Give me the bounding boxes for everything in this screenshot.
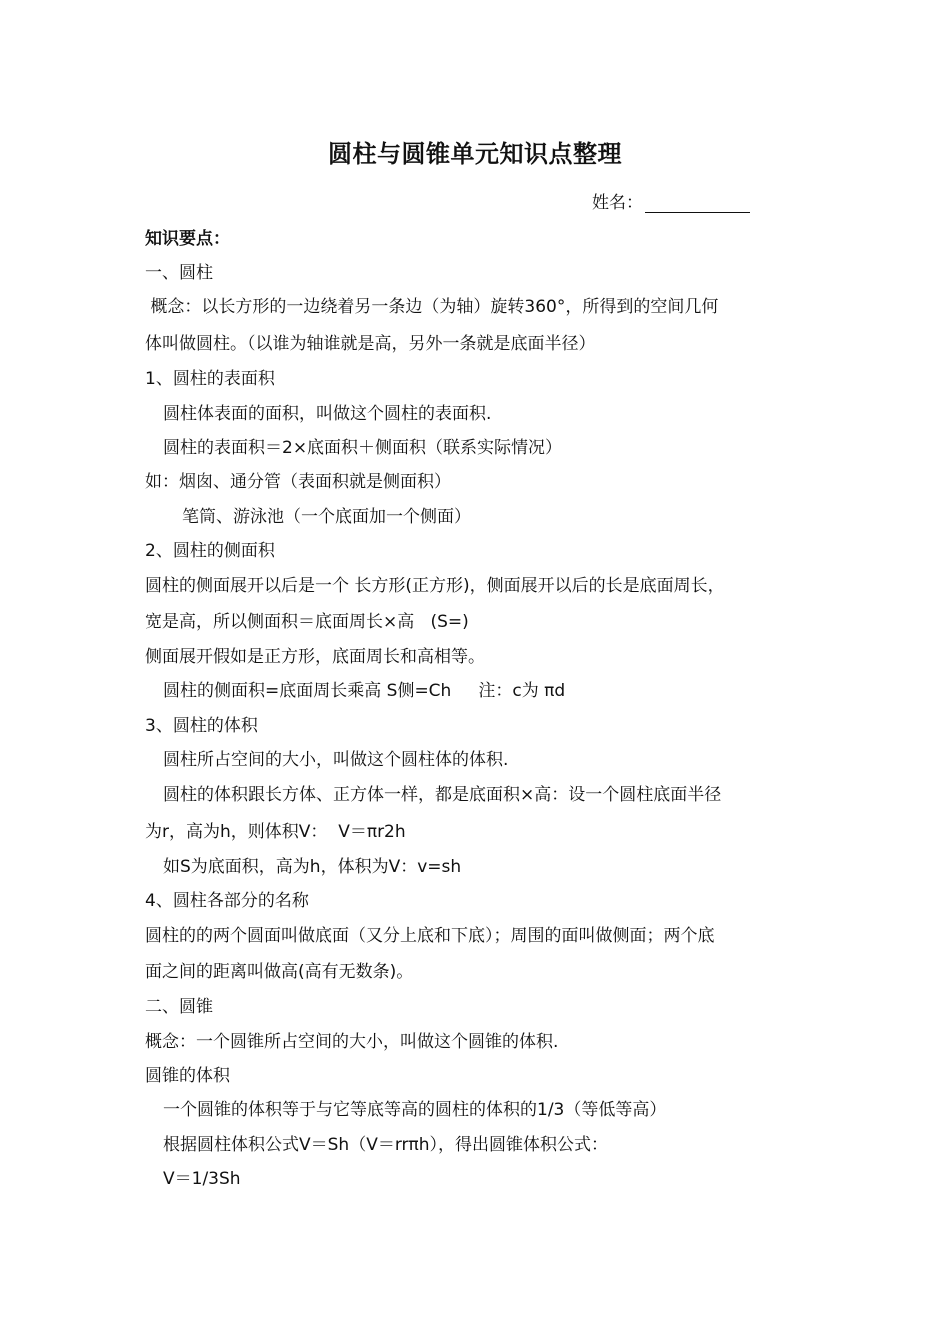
section-heading-key-points: 知识要点： (145, 229, 230, 249)
text-line: 圆柱的体积跟长方体、正方体一样，都是底面积×高：设一个圆柱底面半径 (163, 785, 722, 805)
text-line: 为r，高为h，则体积V： V＝πr2h (145, 822, 406, 842)
text-line: 圆柱的的两个圆面叫做底面（又分上底和下底）；周围的面叫做侧面；两个底 (145, 926, 715, 946)
section-heading-cylinder: 一、圆柱 (145, 263, 213, 283)
text-line: 笔筒、游泳池（一个底面加一个侧面） (182, 507, 471, 527)
subsection-heading: 2、圆柱的侧面积 (145, 541, 275, 561)
text-line: 体叫做圆柱。（以谁为轴谁就是高，另外一条就是底面半径） (145, 334, 596, 354)
text-line: 概念：一个圆锥所占空间的大小，叫做这个圆锥的体积. (145, 1032, 559, 1052)
name-field (592, 188, 750, 213)
text-line: 圆柱所占空间的大小，叫做这个圆柱体的体积. (163, 750, 509, 770)
subsection-heading: 圆锥的体积 (145, 1066, 230, 1086)
text-line: 宽是高，所以侧面积＝底面周长×高 (S=) (145, 612, 469, 632)
text-line: 圆柱的侧面展开以后是一个 长方形(正方形)，侧面展开以后的长是底面周长， (145, 576, 725, 596)
text-line: 根据圆柱体积公式V＝Sh（V＝rrπh），得出圆锥体积公式： (163, 1135, 609, 1155)
text-line: 如：烟囱、通分管（表面积就是侧面积） (145, 472, 451, 492)
page-title: 圆柱与圆锥单元知识点整理 (328, 140, 622, 168)
name-blank (645, 194, 750, 213)
text-line: 一个圆锥的体积等于与它等底等高的圆柱的体积的1/3（等低等高） (163, 1100, 667, 1120)
text-line: 如S为底面积，高为h，体积为V：v=sh (163, 857, 462, 877)
text-line: 概念：以长方形的一边绕着另一条边（为轴）旋转360°，所得到的空间几何 (145, 297, 719, 317)
text-line: 面之间的距离叫做高(高有无数条)。 (145, 962, 414, 982)
subsection-heading: 3、圆柱的体积 (145, 716, 258, 736)
text-line: 圆柱体表面的面积，叫做这个圆柱的表面积. (163, 404, 492, 424)
text-line: 侧面展开假如是正方形，底面周长和高相等。 (145, 647, 485, 667)
text-line: 圆柱的表面积＝2×底面积＋侧面积（联系实际情况） (163, 438, 563, 458)
text-line: V＝1/3Sh (163, 1169, 241, 1189)
text-line: 圆柱的侧面积=底面周长乘高 S侧=Ch 注：c为 πd (163, 681, 566, 701)
section-heading-cone: 二、圆锥 (145, 997, 213, 1017)
subsection-heading: 1、圆柱的表面积 (145, 369, 275, 389)
name-label: 姓名： (592, 193, 643, 213)
subsection-heading: 4、圆柱各部分的名称 (145, 891, 309, 911)
